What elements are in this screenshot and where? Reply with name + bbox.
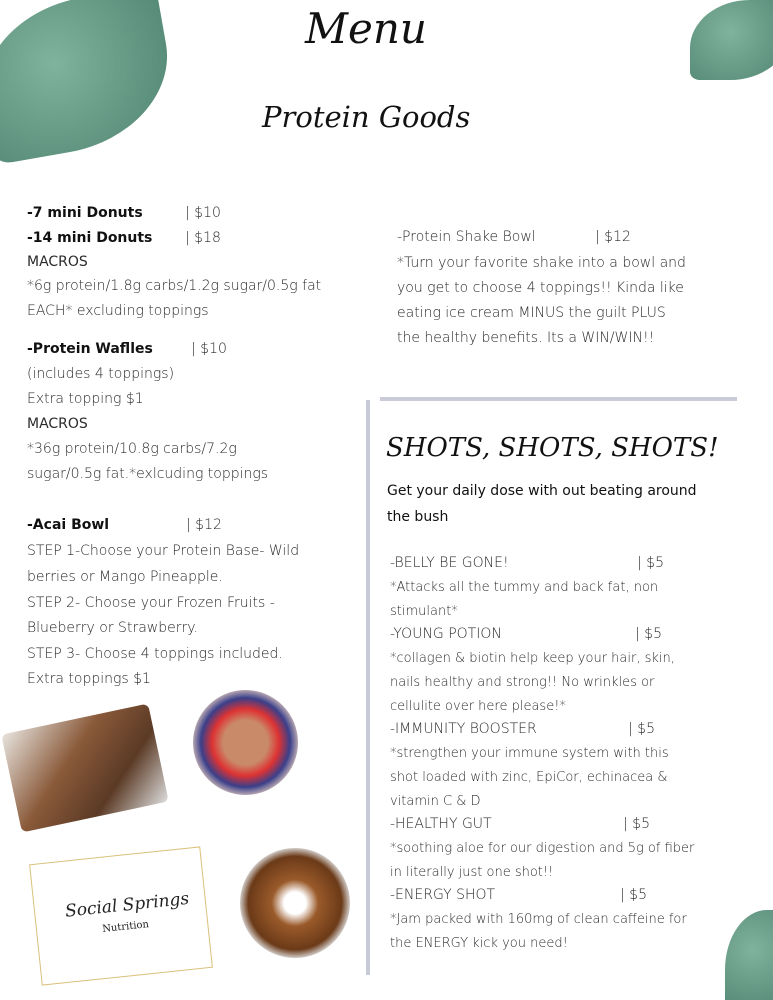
horizontal-divider: [380, 397, 737, 401]
shot-desc: cellulite over here please!*: [390, 699, 566, 714]
price: | $5: [623, 816, 650, 832]
shot-desc: the ENERGY kick you need!: [390, 936, 568, 951]
acai-line: Extra toppings $1: [27, 671, 151, 687]
leaf-top-right: [690, 0, 773, 80]
price: | $10: [185, 205, 221, 221]
price: | $10: [191, 341, 227, 357]
macros-line: *36g protein/10.8g carbs/7.2g: [27, 441, 237, 457]
leaf-bottom-right: [725, 910, 773, 1000]
price: | $12: [595, 229, 631, 245]
shot-desc: shot loaded with zinc, EpiCor, echinacea &: [390, 770, 668, 785]
item-7-donuts: -7 mini Donuts: [27, 205, 143, 221]
menu-title: Menu: [305, 4, 427, 53]
shots-intro: the bush: [387, 509, 449, 525]
acai-line: STEP 2- Choose your Frozen Fruits -: [27, 595, 275, 611]
vertical-divider: [366, 400, 370, 975]
price: | $5: [620, 887, 647, 903]
waffles-line: Extra topping $1: [27, 391, 144, 407]
shots-intro: Get your daily dose with out beating around: [387, 483, 697, 499]
item-14-donuts: -14 mini Donuts: [27, 230, 153, 246]
macros-line: *6g protein/1.8g carbs/1.2g sugar/0.5g fat: [27, 278, 322, 294]
macros-line: EACH* excluding toppings: [27, 303, 209, 319]
shake-line: the healthy benefits. Its a WIN/WIN!!: [397, 330, 655, 346]
macros-label: MACROS: [27, 254, 88, 270]
waffle-photo: [240, 848, 350, 958]
shot-name: -ENERGY SHOT: [390, 887, 496, 903]
shot-desc: *collagen & biotin help keep your hair, skin,: [390, 651, 675, 666]
acai-line: STEP 3- Choose 4 toppings included.: [27, 646, 283, 662]
price: | $5: [637, 555, 664, 571]
shot-name: -YOUNG POTION: [390, 626, 502, 642]
section-title: Protein Goods: [262, 100, 471, 134]
item-acai: -Acai Bowl: [27, 517, 110, 533]
logo-subtext: Nutrition: [101, 919, 150, 935]
macros-line: sugar/0.5g fat.*exlcuding toppings: [27, 466, 269, 482]
price: | $5: [628, 721, 655, 737]
logo-text: Social Springs: [64, 888, 191, 922]
price: | $5: [635, 626, 662, 642]
donut-box-photo: [1, 703, 169, 832]
item-shake-bowl: -Protein Shake Bowl: [397, 229, 536, 245]
leaf-top-left: [0, 0, 182, 165]
waffles-line: (includes 4 toppings): [27, 366, 175, 382]
shake-line: *Turn your favorite shake into a bowl and: [397, 255, 686, 271]
shake-line: eating ice cream MINUS the guilt PLUS: [397, 305, 666, 321]
shot-name: -IMMUNITY BOOSTER: [390, 721, 537, 737]
shot-desc: stimulant*: [390, 604, 458, 619]
macros-label: MACROS: [27, 416, 88, 432]
shot-name: -HEALTHY GUT: [390, 816, 492, 832]
shot-desc: *Jam packed with 160mg of clean caffeine for: [390, 912, 687, 927]
shake-line: you get to choose 4 toppings!! Kinda like: [397, 280, 684, 296]
item-waffles: -Protein Waflles: [27, 341, 153, 357]
shot-desc: vitamin C & D: [390, 794, 481, 809]
price: | $12: [186, 517, 222, 533]
acai-line: berries or Mango Pineapple.: [27, 569, 223, 585]
acai-line: Blueberry or Strawberry.: [27, 620, 198, 636]
price: | $18: [185, 230, 221, 246]
shot-desc: *strengthen your immune system with this: [390, 746, 669, 761]
shot-desc: *Attacks all the tummy and back fat, non: [390, 580, 659, 595]
acai-bowl-photo: [193, 690, 298, 795]
shot-desc: *soothing aloe for our digestion and 5g of fiber: [390, 841, 695, 856]
shot-desc: nails healthy and strong!! No wrinkles or: [390, 675, 655, 690]
shot-name: -BELLY BE GONE!: [390, 555, 509, 571]
logo: [29, 846, 213, 985]
shots-heading: SHOTS, SHOTS, SHOTS!: [386, 433, 719, 463]
acai-line: STEP 1-Choose your Protein Base- Wild: [27, 543, 300, 559]
shot-desc: in literally just one shot!!: [390, 865, 554, 880]
